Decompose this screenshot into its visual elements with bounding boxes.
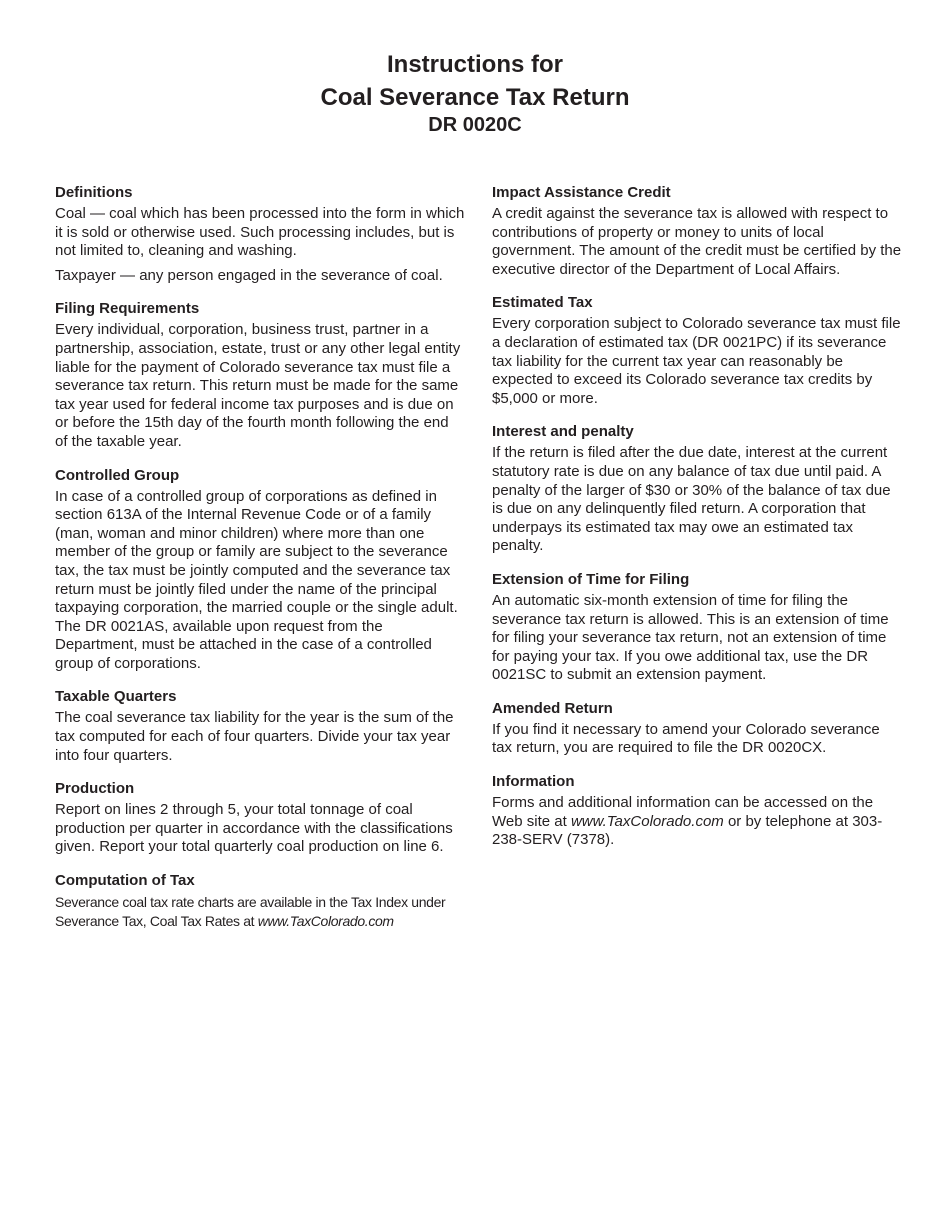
text-computation-of-tax — [55, 893, 465, 931]
heading-interest-and-penalty: Interest and penalty — [492, 423, 634, 441]
text-extension-of-time: An automatic six-month extension of time for filing the severance tax return is allowed. This is an extension of time for filing your severance tax return, not an extension of time for paying your tax. If you owe additional tax, use the DR 0021SC to submit an extension payment. — [492, 591, 889, 684]
section-extension-of-time — [492, 570, 902, 685]
section-information — [492, 772, 902, 850]
section-impact-assistance-credit — [492, 183, 902, 279]
section-filing-requirements — [55, 299, 465, 451]
section-interest-and-penalty — [492, 422, 902, 556]
text-controlled-group: In case of a controlled group of corporations as defined in section 613A of the Internal Revenue Code or of a family (man, woman and minor children) where more than one member of the group or family are subject to the severance tax, the tax must be jointly computed and the severance tax return must be jointly filed under the name of the principal taxpaying corporation, the married couple or the single adult. The DR 0021AS, available upon request from the Department, must be attached in the case of a controlled group of corporations. — [55, 487, 458, 672]
title-line-1: Instructions for — [386, 51, 563, 78]
left-column — [55, 183, 465, 945]
text-information — [492, 794, 902, 850]
heading-impact-assistance-credit: Impact Assistance Credit — [492, 184, 671, 201]
text-taxable-quarters: The coal severance tax liability for the year is the sum of the tax computed for each of four quarters. Divide your tax year into four quarters. — [55, 709, 454, 764]
computation-website-link[interactable]: www.TaxColorado.com — [257, 913, 394, 930]
section-computation-of-tax — [55, 871, 465, 931]
section-production — [55, 779, 465, 857]
heading-production: Production — [55, 780, 135, 798]
form-id: DR 0020C — [428, 114, 522, 136]
text-estimated-tax: Every corporation subject to Colorado severance tax must file a declaration of estimated tax (DR 0021PC) if its severance tax liability for the current tax year can reasonably be expected to exceed its Colorado severance tax credits by $5,000 or more. — [492, 315, 901, 407]
definition-coal: Coal — coal which has been processed into the form in which it is sold or otherwise used. Such processing includes, but is not limited to, cleaning and washing. — [55, 205, 465, 260]
information-text-before: Forms and additional information can be accessed on the Web site at — [492, 794, 874, 830]
heading-estimated-tax: Estimated Tax — [492, 294, 593, 312]
document-header — [0, 48, 950, 136]
heading-filing-requirements: Filing Requirements — [55, 300, 200, 318]
information-website-link[interactable]: www.TaxColorado.com — [570, 812, 724, 830]
heading-controlled-group: Controlled Group — [55, 466, 180, 484]
text-interest-and-penalty: If the return is filed after the due date, interest at the current statutory rate is due on any balance of tax due until paid. A penalty of the larger of $30 or 30% of the balance of tax due is due on any delinquently filed return. A corporation that underpays its estimated tax may owe an estimated tax penalty. — [492, 444, 891, 555]
heading-taxable-quarters: Taxable Quarters — [55, 688, 177, 706]
heading-extension-of-time: Extension of Time for Filing — [492, 570, 690, 588]
title-line-2: Coal Severance Tax Return — [320, 84, 630, 111]
text-impact-assistance-credit: A credit against the severance tax is allowed with respect to contributions of property or money to units of local government. The amount of the credit must be certified by the executive director of the Department of Local Affairs. — [492, 205, 902, 278]
information-text-after: or by telephone at 303-238-SERV (7378). — [492, 812, 883, 849]
computation-text: Severance coal tax rate charts are available in the Tax Index under Severance Tax, Coal Tax Rates at — [55, 894, 446, 930]
text-filing-requirements: Every individual, corporation, business trust, partner in a partnership, association, estate, trust or any other legal entity liable for the payment of Colorado severance tax must file a severance tax return. This return must be made for the same tax year used for federal income tax purposes and is due on or before the 15th day of the fourth month following the end of the taxable year. — [55, 321, 461, 450]
right-column — [492, 183, 902, 864]
definition-taxpayer: Taxpayer — any person engaged in the severance of coal. — [55, 266, 443, 284]
section-estimated-tax — [492, 293, 902, 408]
text-amended-return: If you find it necessary to amend your Colorado severance tax return, you are required to file the DR 0020CX. — [492, 720, 880, 757]
section-controlled-group — [55, 466, 465, 674]
section-taxable-quarters — [55, 687, 465, 765]
heading-amended-return: Amended Return — [492, 699, 613, 717]
heading-computation-of-tax: Computation of Tax — [55, 872, 195, 890]
heading-definitions: Definitions — [55, 184, 133, 201]
section-definitions — [55, 183, 465, 285]
text-production: Report on lines 2 through 5, your total tonnage of coal production per quarter in accordance with the classifications given. Report your total quarterly coal production on line 6. — [55, 801, 453, 856]
section-amended-return — [492, 699, 902, 758]
heading-information: Information — [492, 773, 575, 791]
